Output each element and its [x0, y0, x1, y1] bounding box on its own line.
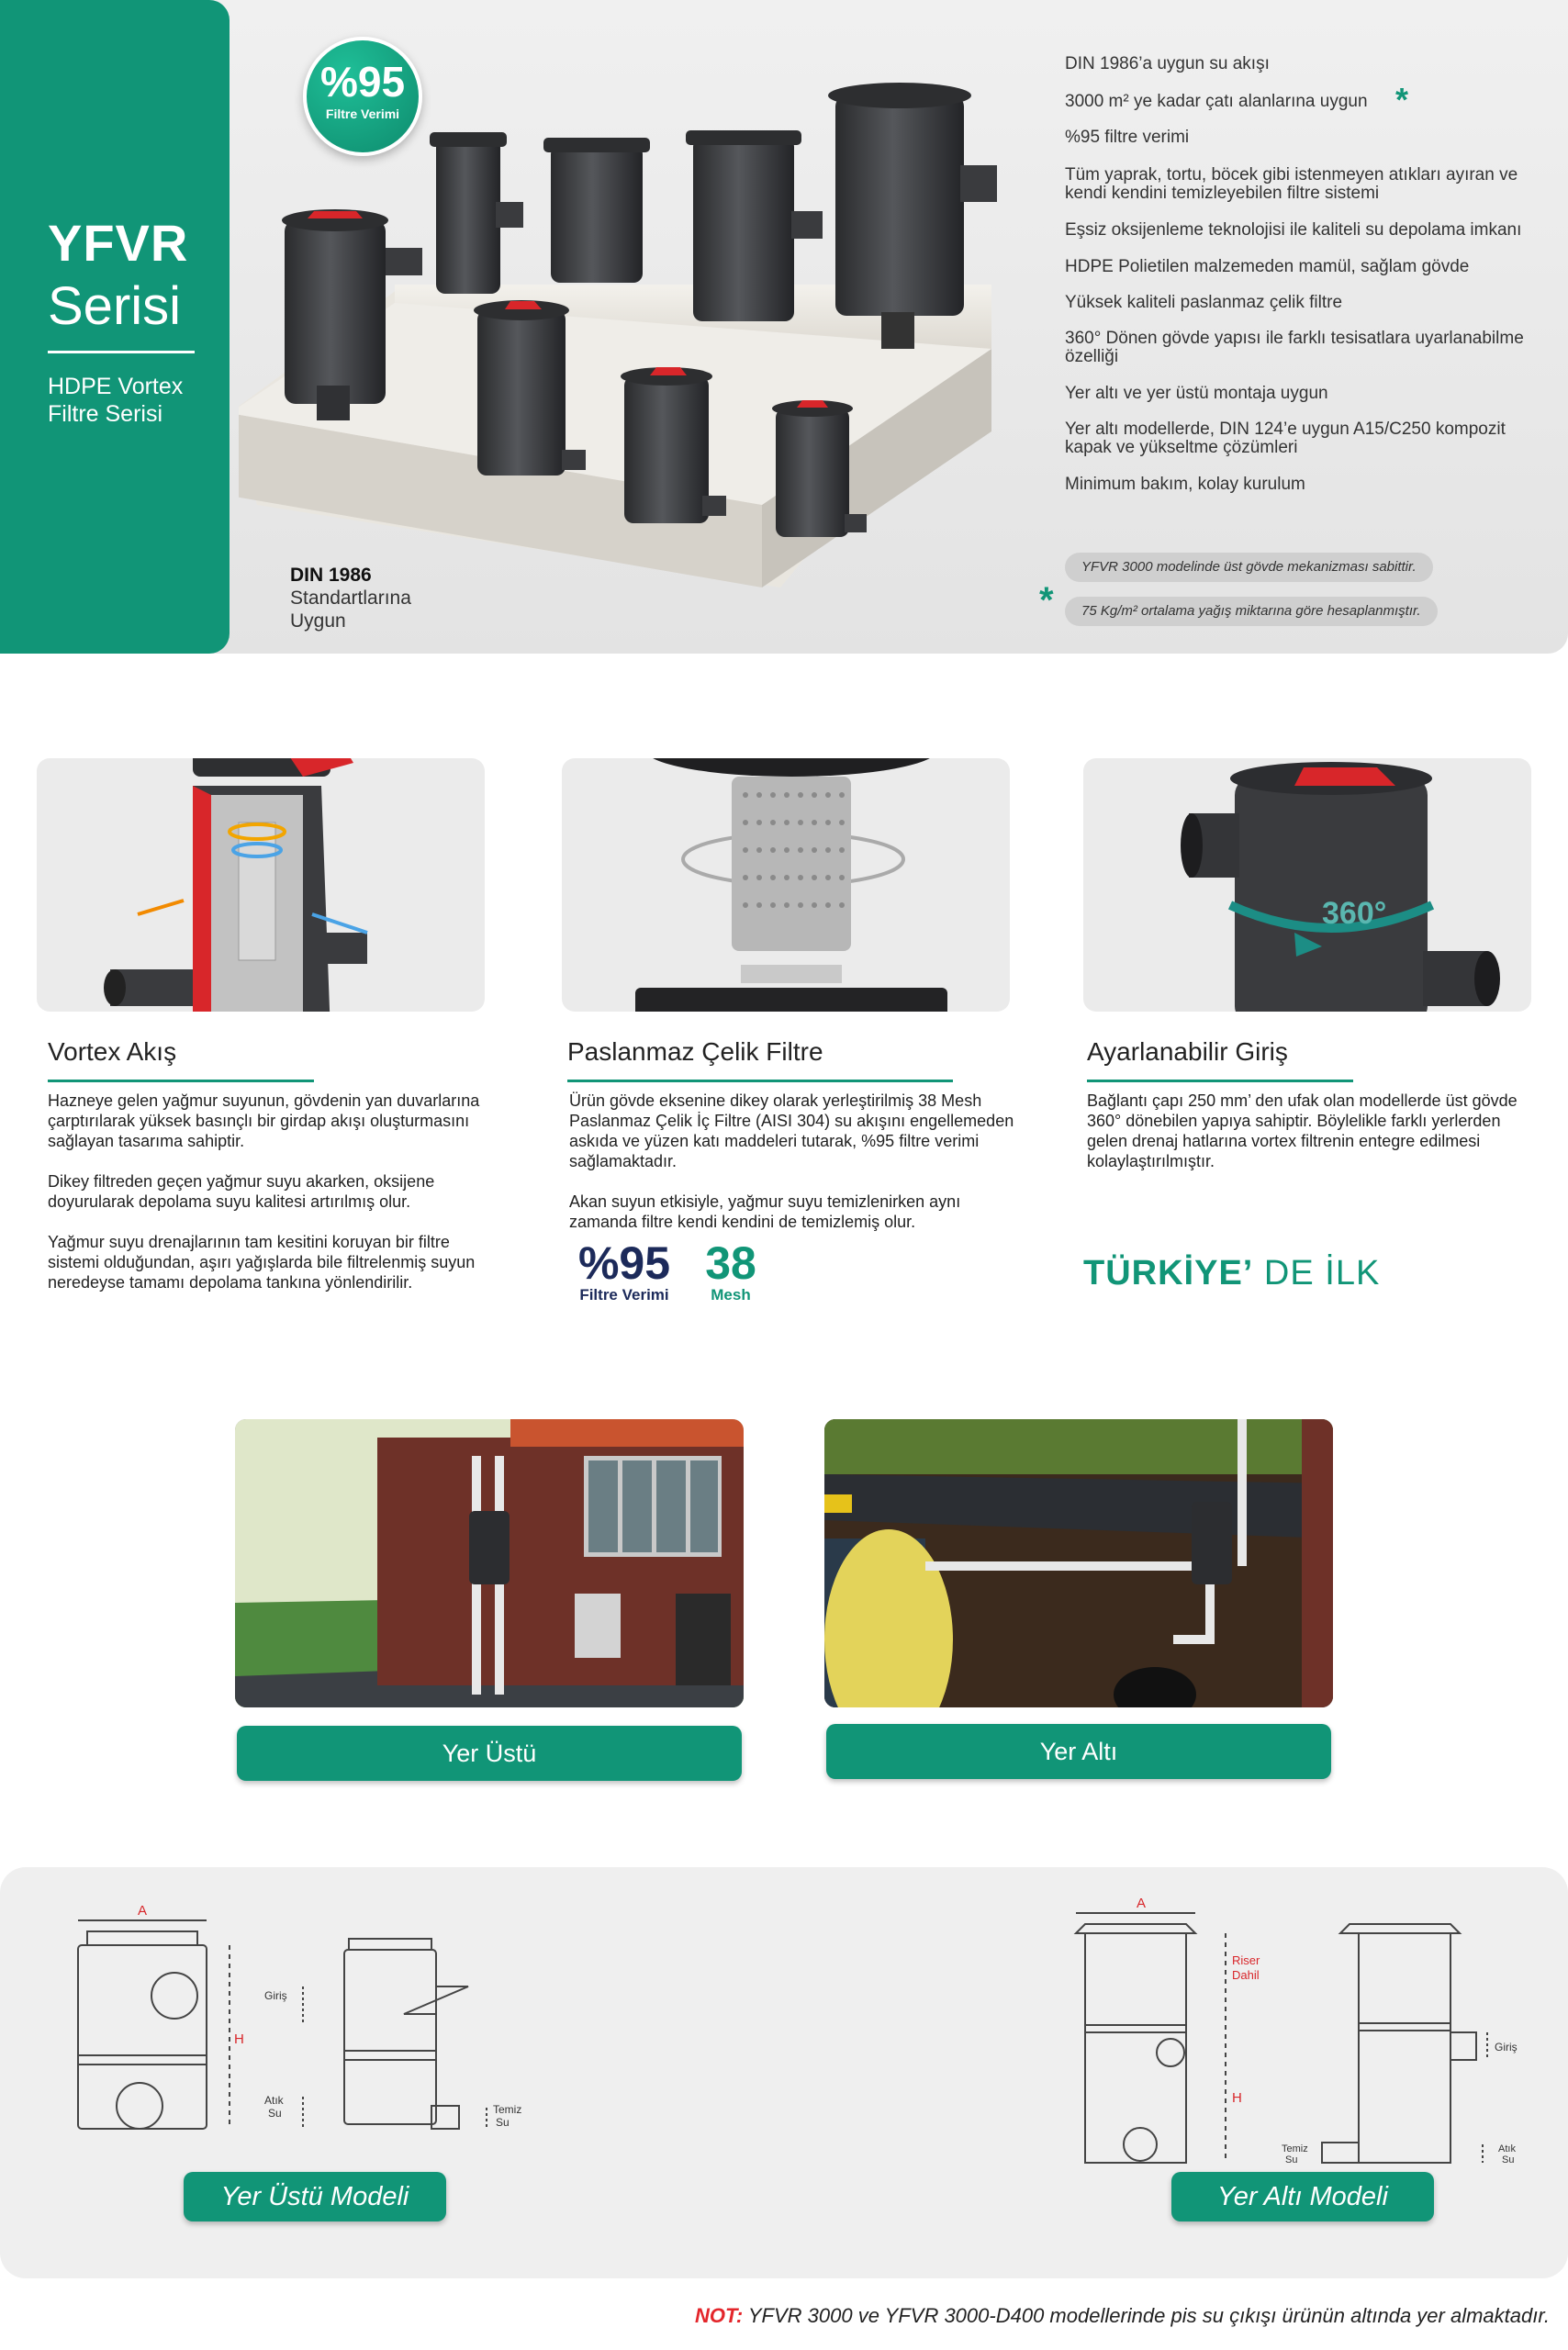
stat-value: 38	[705, 1237, 756, 1289]
feature-item: Yer altı ve yer üstü montaja uygun	[1065, 384, 1328, 403]
din-standard-label	[290, 564, 411, 632]
dim-label-waste-2: Su	[268, 2107, 282, 2120]
dim-label-clean: Temiz	[493, 2103, 522, 2116]
dim-label-clean-2: Su	[496, 2116, 510, 2129]
turkiye-rest: DE İLK	[1253, 1254, 1381, 1292]
feature-item: %95 filtre verimi	[1065, 128, 1190, 147]
din-subtitle-1: Standartlarına	[290, 588, 411, 609]
tank-back-2	[543, 138, 650, 283]
din-subtitle-2: Uygun	[290, 610, 346, 632]
rotation-360-icon	[1083, 758, 1531, 1012]
paragraph: Ürün gövde eksenine dikey olarak yerleştirilmiş 38 Mesh Paslanmaz Çelik İç Filtre (AISI 304) su akışını engellemeden askıda ve yüzen katı maddeleri tutarak, %95 filtre verimi sağlamaktadır.	[569, 1091, 1014, 1170]
din-title: DIN 1986	[290, 565, 372, 586]
dim-label-waste-2: Su	[1502, 2154, 1515, 2165]
stat-value: %95	[577, 1237, 671, 1289]
paragraph: Yağmur suyu drenajlarının tam kesitini koruyan bir filtre sistemi olduğundan, aşırı yağışlarda bile filtrelenmiş suyun neredeyse tamamı depolama tankına yönlendirilir.	[48, 1233, 476, 1292]
above-ground-dimension-drawing	[64, 1904, 560, 2179]
below-ground-button[interactable]: Yer Altı	[826, 1724, 1331, 1779]
feature-item: Eşsiz oksijenleme teknolojisi ile kaliteli su depolama imkanı	[1065, 220, 1522, 240]
vortex-flow-image	[37, 758, 485, 1012]
efficiency-badge-value: %95	[319, 58, 406, 106]
footnote-text: YFVR 3000 ve YFVR 3000-D400 modellerinde pis su çıkışı ürünün altında yer almaktadır.	[743, 2304, 1550, 2327]
series-sidebar	[0, 0, 230, 654]
below-ground-image	[824, 1419, 1333, 1707]
title-underline	[1087, 1080, 1353, 1082]
dim-label-inlet: Giriş	[1495, 2041, 1518, 2053]
underground-installation-icon	[824, 1419, 1333, 1707]
footnote-pill-2: 75 Kg/m² ortalama yağış miktarına göre hesaplanmıştır.	[1065, 597, 1438, 626]
asterisk-icon: *	[1039, 580, 1054, 621]
paragraph: Bağlantı çapı 250 mm’ den ufak olan modellerde üst gövde 360° dönebilen yapıya sahiptir. Böylelikle farklı yerlerden gelen drenaj hatlarına vortex filtrenin entegre edilmesi kolaylaştırılmıştır.	[1087, 1091, 1518, 1170]
efficiency-stat	[573, 1239, 676, 1304]
paragraph: Hazneye gelen yağmur suyunun, gövdenin yan duvarlarına çarptırılarak yüksek basınçlı bir girdap akışı oluşturmasını sağlayan tasarıma sahiptir.	[48, 1091, 480, 1150]
series-divider	[48, 351, 195, 353]
above-ground-image	[235, 1419, 744, 1707]
footnote-pill-1: YFVR 3000 modelinde üst gövde mekanizması sabittir.	[1065, 553, 1433, 582]
footnote-prefix: NOT:	[695, 2304, 744, 2327]
feature-list	[1065, 55, 1542, 511]
building-installation-icon	[235, 1419, 744, 1707]
stat-label: Mesh	[711, 1286, 751, 1304]
dim-label-riser-2: Dahil	[1232, 1968, 1260, 1982]
stat-label: Filtre Verimi	[579, 1286, 669, 1304]
vortex-flow-title: Vortex Akış	[48, 1037, 177, 1066]
tank-back-1	[430, 132, 523, 294]
dimensions-section	[0, 1867, 1568, 2278]
adjustable-inlet-title: Ayarlanabilir Giriş	[1087, 1037, 1288, 1066]
dim-label-clean: Temiz	[1282, 2143, 1308, 2154]
footnote	[0, 2304, 1550, 2328]
feature-item: 360° Dönen gövde yapısı ile farklı tesisatlara uyarlanabilme özelliği	[1065, 329, 1524, 366]
dim-label-waste: Atık	[264, 2094, 284, 2107]
series-description: HDPE Vortex Filtre Serisi	[48, 374, 184, 427]
turkiye-bold: TÜRKİYE’	[1083, 1254, 1254, 1292]
feature-item: Yüksek kaliteli paslanmaz çelik filtre	[1065, 293, 1343, 312]
mesh-stat	[694, 1239, 767, 1304]
adjustable-inlet-image	[1083, 758, 1531, 1012]
efficiency-badge	[303, 37, 422, 156]
title-underline	[567, 1080, 953, 1082]
dim-label-a: A	[138, 1904, 148, 1919]
paragraph: Dikey filtreden geçen yağmur suyu akarken, oksijene doyurularak depolama suyu kalitesi artırılmış olur.	[48, 1172, 435, 1211]
feature-item: 3000 m² ye kadar çatı alanlarına uygun	[1065, 92, 1368, 111]
below-ground-dimension-drawing	[1056, 1895, 1533, 2188]
adjustable-inlet-text	[1087, 1091, 1537, 1192]
title-underline	[48, 1080, 314, 1082]
steel-filter-text	[569, 1091, 1019, 1252]
steel-filter-image	[562, 758, 1010, 1012]
series-title: YFVR	[48, 214, 189, 272]
dim-label-clean-2: Su	[1285, 2154, 1298, 2165]
vortex-cutaway-icon	[37, 758, 485, 1012]
feature-item: Yer altı modellerde, DIN 124’e uygun A15/C250 kompozit kapak ve yükseltme çözümleri	[1065, 420, 1506, 457]
turkiye-first-label	[1083, 1254, 1380, 1293]
dim-label-h: H	[1232, 2090, 1242, 2106]
hero-section	[0, 0, 1568, 654]
above-ground-button[interactable]: Yer Üstü	[237, 1726, 742, 1781]
series-subtitle: Serisi	[48, 276, 182, 336]
steel-filter-title: Paslanmaz Çelik Filtre	[567, 1037, 823, 1066]
below-ground-model-button[interactable]: Yer Altı Modeli	[1171, 2172, 1434, 2221]
feature-item: Tüm yaprak, tortu, böcek gibi istenmeyen atıkları ayıran ve kendi kendini temizleyebilen filtre sistemi	[1065, 165, 1518, 203]
dim-label-riser: Riser	[1232, 1953, 1260, 1967]
dim-label-a: A	[1137, 1896, 1147, 1911]
asterisk-icon: *	[1395, 81, 1409, 118]
dim-label-inlet: Giriş	[264, 1989, 287, 2002]
steel-mesh-filter-icon	[562, 758, 1010, 1012]
feature-item: Minimum bakım, kolay kurulum	[1065, 475, 1305, 494]
feature-item: DIN 1986’a uygun su akışı	[1065, 54, 1270, 73]
rotation-label: 360°	[1322, 896, 1387, 931]
efficiency-badge-label: Filtre Verimi	[325, 106, 400, 121]
feature-item: HDPE Polietilen malzemeden mamül, sağlam gövde	[1065, 257, 1470, 276]
paragraph: Akan suyun etkisiyle, yağmur suyu temizlenirken aynı zamanda filtre kendi kendini de temizlemiş olur.	[569, 1192, 961, 1231]
dim-label-h: H	[234, 2031, 244, 2047]
dim-label-waste: Atık	[1498, 2143, 1516, 2154]
above-ground-model-button[interactable]: Yer Üstü Modeli	[184, 2172, 446, 2221]
vortex-flow-text	[48, 1091, 498, 1313]
